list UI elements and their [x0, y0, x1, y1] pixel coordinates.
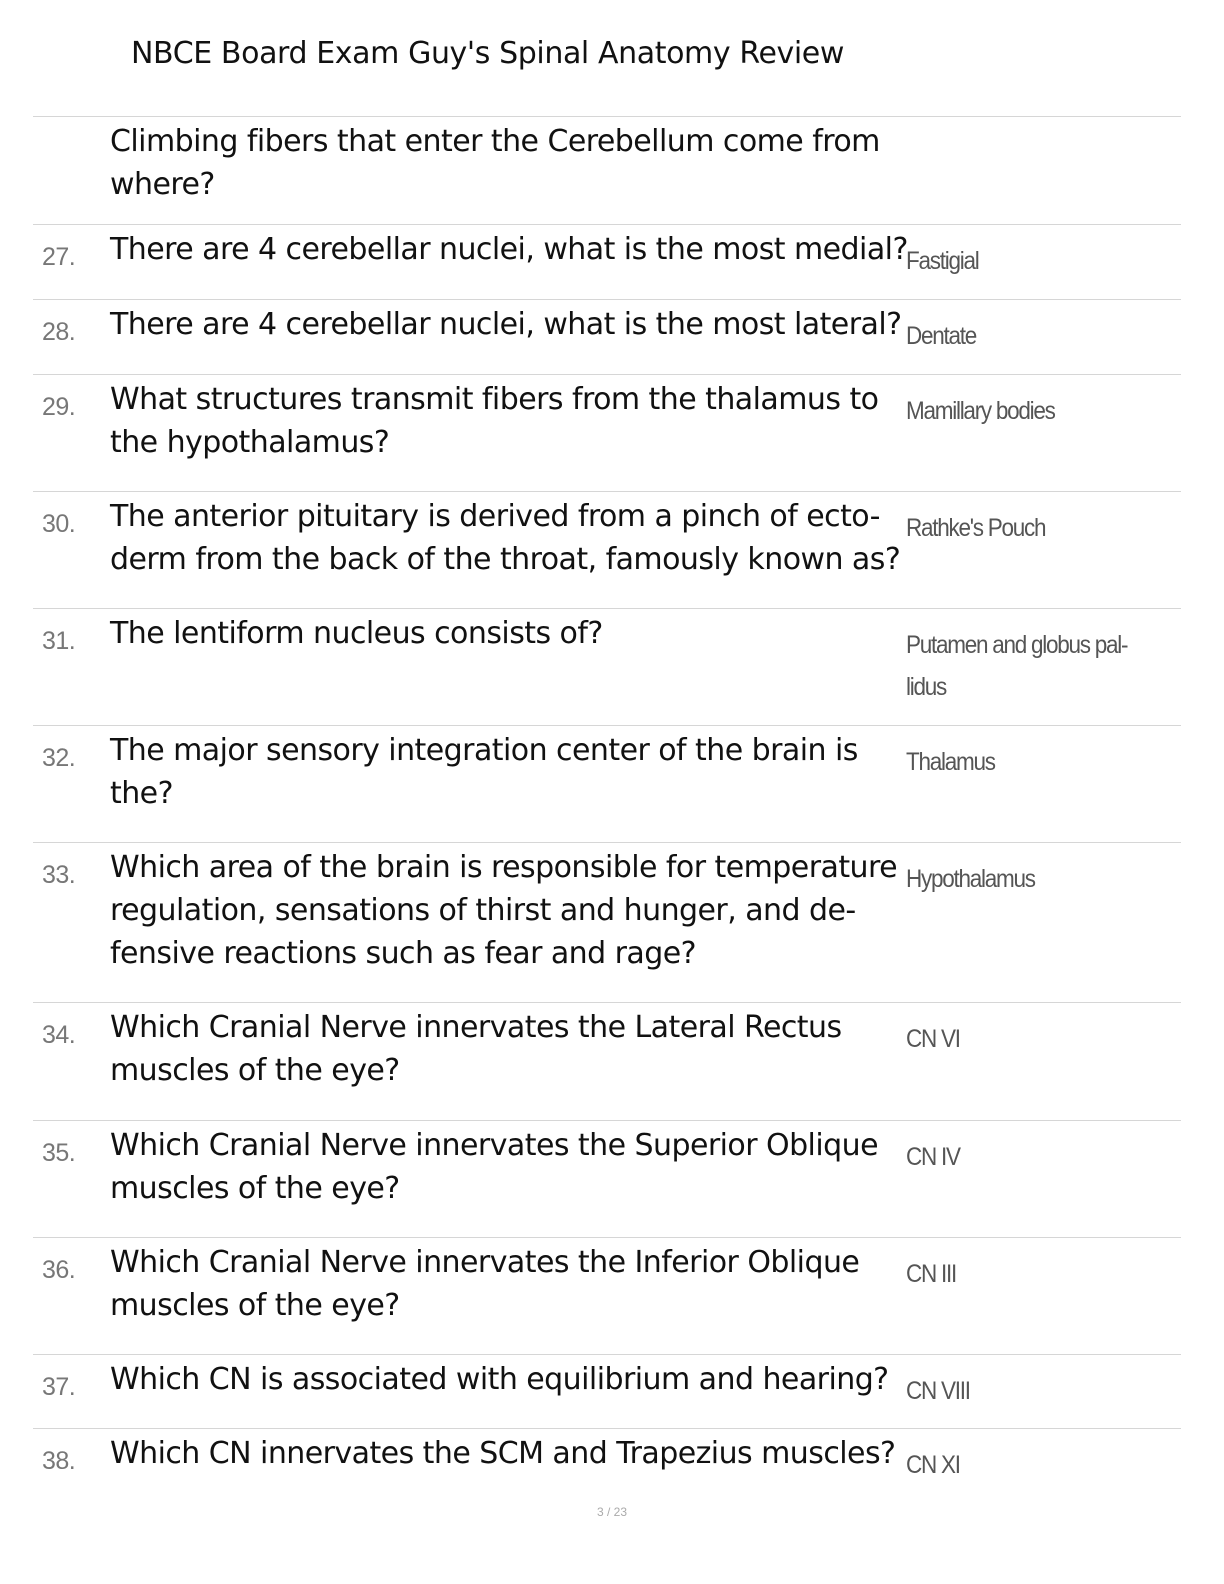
question-number: 34.: [42, 1021, 76, 1049]
question-number: 38.: [42, 1447, 76, 1475]
answer-text: Rathke's Pouch: [906, 514, 1046, 542]
question-text: Which Cranial Nerve innervates the Superior Oblique muscles of the eye?: [110, 1128, 878, 1206]
question-number: 30.: [42, 510, 76, 538]
qa-row: [33, 843, 1181, 1003]
question-number: 27.: [42, 243, 76, 271]
answer-text: CN IV: [906, 1143, 960, 1171]
answer-text: Putamen and globus pal-lidus: [906, 631, 1128, 701]
page-number: 3 / 23: [596, 1505, 628, 1519]
question-text: Climbing fibers that enter the Cerebellum come from where?: [110, 124, 880, 202]
qa-row: [33, 300, 1181, 375]
question-text: What structures transmit fibers from the thalamus to the hypothalamus?: [110, 382, 879, 460]
question-number: 31.: [42, 627, 76, 655]
question-text: Which area of the brain is responsible for temperature regulation, sensations of thirst and hunger, and de-fensive reactions such as fear and rage?: [110, 850, 898, 971]
answer-text: Mamillary bodies: [906, 397, 1055, 425]
question-number: 33.: [42, 861, 76, 889]
answer-text: Fastigial: [906, 247, 979, 275]
question-number: 32.: [42, 744, 76, 772]
question-number: 37.: [42, 1373, 76, 1401]
answer-text: CN VIII: [906, 1377, 970, 1405]
question-number: 28.: [42, 318, 76, 346]
question-text: Which Cranial Nerve innervates the Inferior Oblique muscles of the eye?: [110, 1245, 860, 1323]
answer-text: CN XI: [906, 1451, 960, 1479]
answer-text: CN VI: [906, 1025, 960, 1053]
qa-row: [33, 1355, 1181, 1429]
question-text: The lentiform nucleus consists of?: [110, 616, 603, 651]
question-text: Which CN innervates the SCM and Trapezius muscles?: [110, 1436, 896, 1471]
qa-row: [33, 1003, 1181, 1121]
qa-row: [33, 1238, 1181, 1355]
question-text: Which Cranial Nerve innervates the Lateral Rectus muscles of the eye?: [110, 1010, 842, 1088]
qa-row: [33, 726, 1181, 843]
qa-list: [33, 116, 1181, 1503]
answer-text: Dentate: [906, 322, 976, 350]
qa-row: [33, 609, 1181, 726]
question-text: There are 4 cerebellar nuclei, what is the most lateral?: [110, 307, 902, 342]
question-text: The anterior pituitary is derived from a pinch of ecto-derm from the back of the throat, famously known as?: [110, 499, 901, 577]
qa-row: [33, 117, 1181, 225]
page-title: NBCE Board Exam Guy's Spinal Anatomy Review: [131, 36, 844, 71]
question-number: 36.: [42, 1256, 76, 1284]
qa-row: [33, 1121, 1181, 1238]
question-number: 29.: [42, 393, 76, 421]
answer-text: Thalamus: [906, 748, 995, 776]
answer-text: CN III: [906, 1260, 956, 1288]
qa-row: [33, 1429, 1181, 1503]
question-text: The major sensory integration center of the brain is the?: [110, 733, 858, 811]
answer-text: Hypothalamus: [906, 865, 1035, 893]
question-text: There are 4 cerebellar nuclei, what is the most medial?: [110, 232, 908, 267]
question-text: Which CN is associated with equilibrium and hearing?: [110, 1362, 889, 1397]
qa-row: [33, 375, 1181, 492]
qa-row: [33, 492, 1181, 609]
qa-row: [33, 225, 1181, 300]
question-number: 35.: [42, 1139, 76, 1167]
